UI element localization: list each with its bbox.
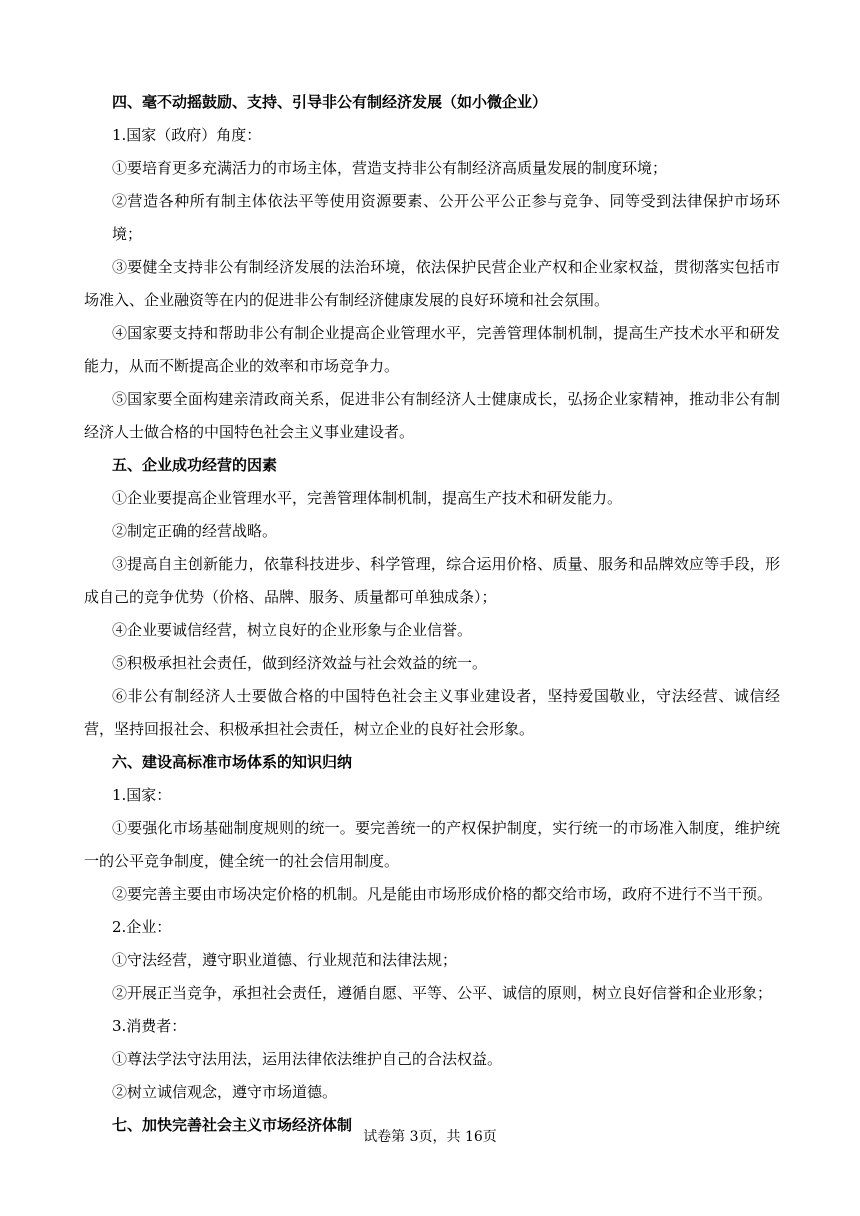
list-item: ②制定正确的经营战略。 (112, 522, 278, 540)
list-item: ⑤国家要全面构建亲清政商关系，促进非公有制经济人士健康成长，弘扬企业家精神，推动非公有制经济人士做合格的中国特色社会主义事业建设者。 (84, 390, 780, 441)
section-heading: 四、毫不动摇鼓励、支持、引导非公有制经济发展（如小微企业） (112, 93, 548, 111)
list-item: ①尊法学法守法用法，运用法律依法维护自己的合法权益。 (112, 1050, 503, 1068)
list-item: ⑤积极承担社会责任，做到经济效益与社会效益的统一。 (112, 654, 488, 672)
list-item: ①守法经营，遵守职业道德、行业规范和法律法规； (112, 951, 458, 969)
list-item: ①要强化市场基础制度规则的统一。要完善统一的产权保护制度，实行统一的市场准入制度，维护统一的公平竞争制度，健全统一的社会信用制度。 (84, 819, 780, 870)
subsection-label: 1.国家（政府）角度： (112, 126, 262, 144)
list-item: ②要完善主要由市场决定价格的机制。凡是能由市场形成价格的都交给市场，政府不进行不当干预。 (112, 885, 773, 903)
section-heading: 五、企业成功经营的因素 (112, 456, 278, 474)
list-item: ⑥非公有制经济人士要做合格的中国特色社会主义事业建设者，坚持爱国敬业，守法经营、诚信经营，坚持回报社会、积极承担社会责任，树立企业的良好社会形象。 (84, 687, 780, 738)
list-item: ④国家要支持和帮助非公有制企业提高企业管理水平，完善管理体制机制，提高生产技术水平和研发能力，从而不断提高企业的效率和市场竞争力。 (84, 324, 780, 375)
page-footer: 试卷第 3页，共 16页 (363, 1129, 497, 1145)
list-item: ④企业要诚信经营，树立良好的企业形象与企业信誉。 (112, 621, 473, 639)
subsection-label: 1.国家： (112, 786, 172, 804)
section-heading: 七、加快完善社会主义市场经济体制 (112, 1116, 353, 1134)
section-heading: 六、建设高标准市场体系的知识归纳 (112, 753, 353, 771)
list-item: ③提高自主创新能力，依靠科技进步、科学管理，综合运用价格、质量、服务和品牌效应等手段，形成自己的竞争优势（价格、品牌、服务、质量都可单独成条）； (84, 555, 780, 606)
document-body (84, 86, 780, 1142)
list-item: ②营造各种所有制主体依法平等使用资源要素、公开公平公正参与竞争、同等受到法律保护市场环境； (112, 192, 780, 243)
subsection-label: 3.消费者： (112, 1017, 187, 1035)
list-item: ②树立诚信观念，遵守市场道德。 (112, 1083, 338, 1101)
list-item: ①企业要提高企业管理水平，完善管理体制机制，提高生产技术和研发能力。 (112, 489, 623, 507)
list-item: ①要培育更多充满活力的市场主体，营造支持非公有制经济高质量发展的制度环境； (112, 159, 668, 177)
list-item: ③要健全支持非公有制经济发展的法治环境，依法保护民营企业产权和企业家权益，贯彻落实包括市场准入、企业融资等在内的促进非公有制经济健康发展的良好环境和社会氛围。 (84, 258, 780, 309)
list-item: ②开展正当竞争，承担社会责任，遵循自愿、平等、公平、诚信的原则，树立良好信誉和企业形象； (112, 984, 773, 1002)
subsection-label: 2.企业： (112, 918, 172, 936)
